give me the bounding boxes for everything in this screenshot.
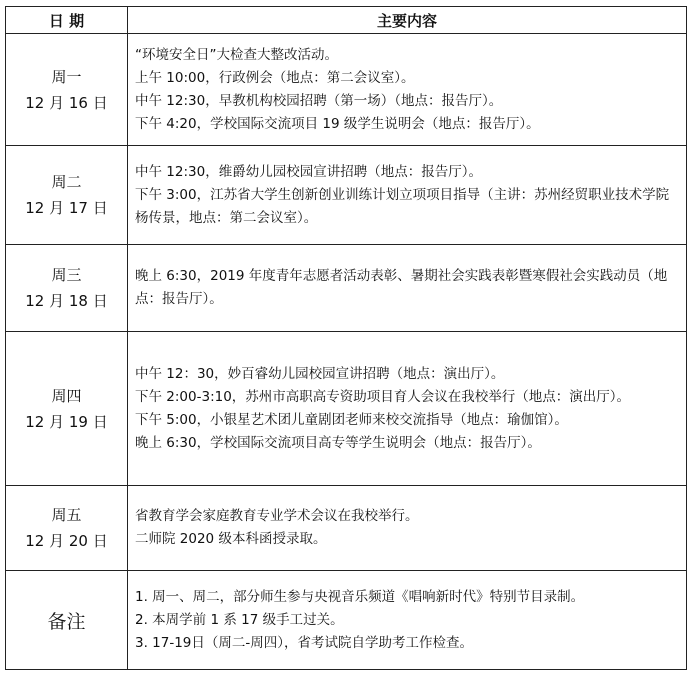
content-cell — [128, 245, 687, 332]
content-cell — [128, 34, 687, 146]
day-cell — [6, 486, 128, 571]
date-label: 12 月 20 日 — [25, 532, 108, 550]
schedule-item: 下午 4:20，学校国际交流项目 19 级学生说明会（地点：报告厅）。 — [135, 115, 540, 132]
schedule-item: 晚上 6:30，学校国际交流项目高专等学生说明会（地点：报告厅）。 — [135, 434, 541, 451]
content-cell — [128, 332, 687, 486]
remarks-label: 备注 — [6, 571, 128, 670]
day-cell — [6, 332, 128, 486]
date-label: 12 月 16 日 — [25, 93, 108, 112]
date-column-header: 日 期 — [6, 7, 128, 34]
schedule-item: 下午 2:00-3:10，苏州市高职高专资助项目育人会议在我校举行（地点：演出厅）。 — [135, 388, 631, 405]
schedule-row-friday — [6, 486, 687, 571]
day-cell — [6, 146, 128, 245]
weekly-schedule-table — [5, 6, 687, 670]
weekday-label: 周一 — [51, 67, 82, 86]
schedule-item: “环境安全日”大检查大整改活动。 — [135, 46, 338, 63]
weekday-label: 周二 — [51, 173, 82, 191]
remark-item: 2. 本周学前 1 系 17 级手工过关。 — [135, 611, 344, 628]
schedule-row-thursday — [6, 332, 687, 486]
schedule-item: 中午 12：30，妙百睿幼儿园校园宣讲招聘（地点：演出厅）。 — [135, 365, 505, 382]
date-label: 12 月 19 日 — [25, 412, 108, 431]
day-cell — [6, 245, 128, 332]
content-column-header: 主要内容 — [128, 7, 687, 34]
schedule-item: 中午 12:30，维爵幼儿园校园宣讲招聘（地点：报告厅）。 — [135, 163, 482, 180]
schedule-row-tuesday — [6, 146, 687, 245]
schedule-row-wednesday — [6, 245, 687, 332]
schedule-item: 省教育学会家庭教育专业学术会议在我校举行。 — [135, 508, 419, 524]
date-label: 12 月 18 日 — [25, 292, 108, 310]
schedule-item: 晚上 6:30，2019 年度青年志愿者活动表彰、暑期社会实践表彰暨寒假社会实践动员（地点：报告厅）。 — [135, 268, 668, 307]
remark-item: 1. 周一、周二，部分师生参与央视音乐频道《唱响新时代》特别节目录制。 — [135, 588, 585, 605]
day-cell — [6, 34, 128, 146]
remarks-row — [6, 571, 687, 670]
date-label: 12 月 17 日 — [25, 199, 108, 217]
remark-item: 3. 17-19日（周二-周四），省考试院自学助考工作检查。 — [135, 634, 474, 651]
remarks-cell — [128, 571, 687, 670]
weekday-label: 周三 — [51, 266, 82, 284]
weekday-label: 周四 — [51, 386, 82, 405]
schedule-item: 上午 10:00，行政例会（地点：第二会议室）。 — [135, 69, 415, 86]
content-cell — [128, 486, 687, 571]
header-row — [6, 7, 687, 34]
schedule-item: 下午 3:00，江苏省大学生创新创业训练计划立项项目指导（主讲：苏州经贸职业技术学院杨传景，地点：第二会议室）。 — [135, 186, 670, 226]
schedule-row-monday — [6, 34, 687, 146]
schedule-item: 二师院 2020 级本科函授录取。 — [135, 531, 327, 547]
weekday-label: 周五 — [51, 506, 82, 524]
schedule-item: 中午 12:30，早教机构校园招聘（第一场）（地点：报告厅）。 — [135, 92, 503, 109]
schedule-item: 下午 5:00，小银星艺术团儿童剧团老师来校交流指导（地点：瑜伽馆）。 — [135, 411, 568, 428]
content-cell — [128, 146, 687, 245]
